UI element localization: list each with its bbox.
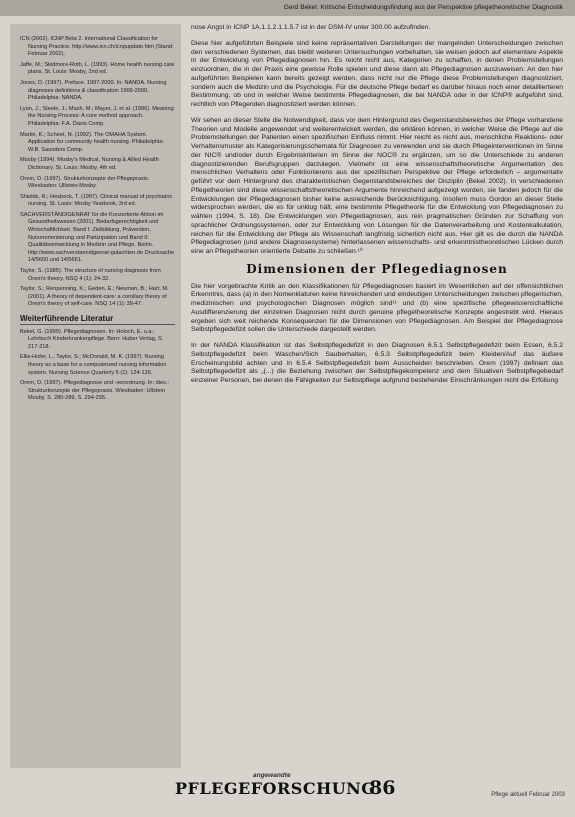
body-paragraph: Wir sehen an dieser Stelle die Notwendigkeit, dass vor dem Hintergrund des Gegenstandsbereiches der Pflege vorhandene Theorien und Modelle angewendet und weiterentwickelt werden, die erklären können, in welcher Weise die Pflege auf die Problemstellungen der Patienten einen spezifischen Einfluss nimmt. Hier reicht es nicht aus, menschliche Reaktions- oder Verhaltensmuster als Kategorisierungsschemata für Diagnosen zu verwenden und sie durch Pflegeinterventionen im Sinne der NIC® und/oder durch Ergebniskriterien im Sinne der NOC® zu ergänzen, um so die Unterschiede zu anderen diagnostizierenden Berufsgruppen darzulegen. Vielmehr ist eine wissenschaftstheoretische Argumentation des menschlichen Verhaltens oder Funktionierens aus der spezifischen Perspektive der Pflege erforderlich – argumentativ geführt vor dem Hintergrund des charakteristischen Gegenstandsbereiches der Disziplin (Bekel 2002). In verschiedenen Pflegetheorien sind diese wissenschaftstheoretischen Argumente hinreichend aufgezeigt worden, sie fanden jedoch für die Entwicklungen der Pflegediagnosen bisher keine ausreichende Berücksichtigung. Insofern muss Gordon an dieser Stelle widersprochen werden, die es für unklug hält, eine bestimmte Pflegetheorie für die Entwicklung von Pflegediagnosen zu wählen (1994, S. 18). Die Entwicklungen von Pflegediagnosen, aus rein pragmatischen Gründen zur Schaffung von sprachlicher Ordnungssystemen, oder zur Entwicklung von Lösungen für die Datenverarbeitung und Kostenkalkulation, reichen für die Entwicklung der Pflege als Wissenschaft langfristig sicherlich nicht aus. Hier gilt es die durch die NANDA Pflegediagnosen (und andere Diagnosesysteme) hinterlassenen wissenschafts- und erkenntnistheoretischen Lücken durch eine an Pflegetheorien orientierte Debatte zu schließen.¹⁰ <box>191 116 563 255</box>
reference-item: Taylor, S.; Renpenning, K.; Geden, E.; Neuman, B.; Hart, M. (2001). A theory of dependent-care: a corollary theory of Orem's theory of self-care. NSQ 14 (1): 39-47. <box>20 286 169 308</box>
reference-item: Taylor, S. (1985). The structure of nursing diagnosis from Orem's theory. NSQ 4 (1): 24-32. <box>20 268 161 282</box>
further-reference-item: Ellis-Hofer, L.; Taylor, S.; McDonald, M. K. (1997). Nursing theory as a base for a computerized nursing information system. Nursing Science Quarterly 5 (1): 124-126. <box>20 354 167 376</box>
running-header <box>0 0 575 16</box>
further-reading-heading: Weiterführende Literatur <box>20 315 175 325</box>
body-paragraph: nose Angst in ICNP 1A.1.1.2.1.1.5.7 ist in der DSM-IV unter 300.00 aufzufinden. <box>191 24 431 31</box>
issue-reference: Pflege aktuell Februar 2003 <box>491 792 565 798</box>
body-paragraph: Diese hier aufgeführten Beispiele sind keine repräsentativen Darstellungen der mangelnden Unterscheidungen zwischen den verschiedenen Systemen, das bleibt weiteren Untersuchungen vorbehalten, sie weisen jedoch auf elementare Aspekte in der Entwicklung von Pflegediagnosen hin. Es reicht nicht aus, Kategorien zu schaffen, in denen Problemstellungen einzuordnen, die in der Praxis eine gewisse Rolle spielen und diese dann als Pflegediagnosen auszuweisen. An den hier aufgeführten Beispielen kann bereits gezeigt werden, dass nicht nur die Pflege diese Problemstellungen diagnostiziert, sondern auch die Medizin und die Psychologie. Für die deutsche Pflege bedarf es darüber hinaus noch einer detaillierteren Bestimmung, ob und in welcher Weise bestimmte Pflegediagnosen, die bei NANDA oder in der ICNP® aufgeführt sind, rechtlich von Pflegenden diagnostiziert werden können. <box>191 39 563 108</box>
further-reference-item: Orem, D. (1997). Pflegediagnose und -verordnung. In: dies.: Strukturkonzepte der Pflegepraxis. Wiesbaden: Ullstein Mosby, S. 280-289, S. 294-295. <box>20 380 169 402</box>
reference-item: Mosby (1994). Mosby's Medical, Nursing & Allied Health Dictionary. St. Louis: Mosby, 4th ed. <box>20 157 159 171</box>
reference-item: ICN (2002). ICNP Beta 2. International Classification for Nursing Practice. http://www.icn.ch/icnpupdate.htm (Stand: Februar 2002). <box>20 36 174 58</box>
reference-item: Martin, K.; Scheet, N. (1992). The OMAHA System. Application for community health nursing. Philadelphia: W.B. Saunders Comp. <box>20 131 164 153</box>
article-body <box>191 24 563 760</box>
reference-item: Jones, D. (1997). Preface. 1997-2000. In: NANDA. Nursing diagnoses definitions & classification 1999-2000. Philadelphia: NANDA. <box>20 79 167 102</box>
reference-item: Lyon, J.; Steele, J.; Mash, M.; Mayer, J. et al. (1996). Meaning the Nursing Process: A core method approach. Philadelphia: F.A. Davis Comp. <box>20 105 174 127</box>
page-footer <box>175 772 565 806</box>
reference-item: Shields, R.; Hesbeck, T. (1997). Clinical manual of psychiatric nursing. St. Louis: Mosby Yearbook, 3rd ed. <box>20 193 173 208</box>
reference-list <box>20 36 175 309</box>
page-number: 86 <box>369 777 396 799</box>
reference-sidebar <box>10 24 181 768</box>
body-paragraph: In der NANDA Klassifikation ist das Selbstpflegedefizit in den Diagnosen 6.5.1 Selbstpflegedefizit beim Essen, 6.5.2 Selbstpflegedefizit beim Waschen/Sich Sauberhalten, 6.5.3 Selbstpflegedefizit beim Kleiden/Auf das äußere Erscheinungsbild achten und in 6.5.4 Selbstpflegedefizit beim Ausscheiden beschrieben. Orem (1997) definiert das Selbstpflegedefizit als „(...) die Beziehung zwischen der Selbstpflegekompetenz und dem Situativen Selbstpflegebedarf einzelner Personen, bei denen die Fähigkeiten zur Selbstpflege aufgrund bestehender Einschränkungen nicht die Erfüllung <box>191 342 563 384</box>
section-heading: Dimensionen der Pflegediagnosen <box>246 261 508 276</box>
journal-logo-subtitle: angewandte <box>253 772 291 779</box>
further-reference-item: Bekel, G. (1999). Pflegediagnosen. In: Holoch, E. u.a.: Lehrbuch Kinderkrankenpflege. Bern: Huber Verlag, S. 217-218. <box>20 328 164 350</box>
further-reading-list <box>20 329 175 403</box>
body-paragraph: Die hier vorgebrachte Kritik an den Klassifikationen für Pflegediagnosen basiert im Wesentlichen auf der offensichtlichen Erkenntnis, dass (a) in den Nomenklaturen keine hinreichenden und eindeutigen Unterscheidungen zwischen pflegerischen, medizinischen und psychologischen Diagnosen möglich sind¹¹ und (b) eine spezifische pflegewissenschaftliche Ausdifferenzierung der einzelnen Diagnosen nicht durch genuine pflegetheoretische Konzepte angestrebt wird. Hieraus ergeben sich weit reichende Konsequenzen für die Dimensionen von Pflegediagnosen. Am Beispiel der Pflegediagnose Selbstpflegedefizit sollen die Unterschiede dargestellt werden. <box>191 282 563 334</box>
running-title: Gerd Bekel: Kritische Entscheidungsfindung aus der Perspektive pflegetheoretischer Diagnostik <box>283 4 563 11</box>
reference-item: Jaffe, M.; Skidmore-Roth, L. (1993). Home health nursing care plans. St. Louis: Mosby, 2nd ed. <box>20 61 175 76</box>
reference-item: SACHVERSTÄNDIGENRAT für die Konzertierte Aktion im Gesundheitswesen (2001). Bedarfsgerechtigkeit und Wirtschaftlichkeit. Band I: Zielbildung, Prävention, Nutzerorientierung und Partizipation und Band II: Qualitätsentwicklung in Medizin und Pflege. Berlin. http://www.sachverstaendigenrat-gutachten.de Drucksache 14/5660 und 14/5661. <box>20 211 175 264</box>
reference-item: Orem, D. (1997). Strukturkonzepte der Pflegepraxis. Wiesbaden: Ullstein-Mosby. <box>20 175 150 190</box>
journal-logo: PFLEGEFORSCHUNG <box>175 779 376 798</box>
